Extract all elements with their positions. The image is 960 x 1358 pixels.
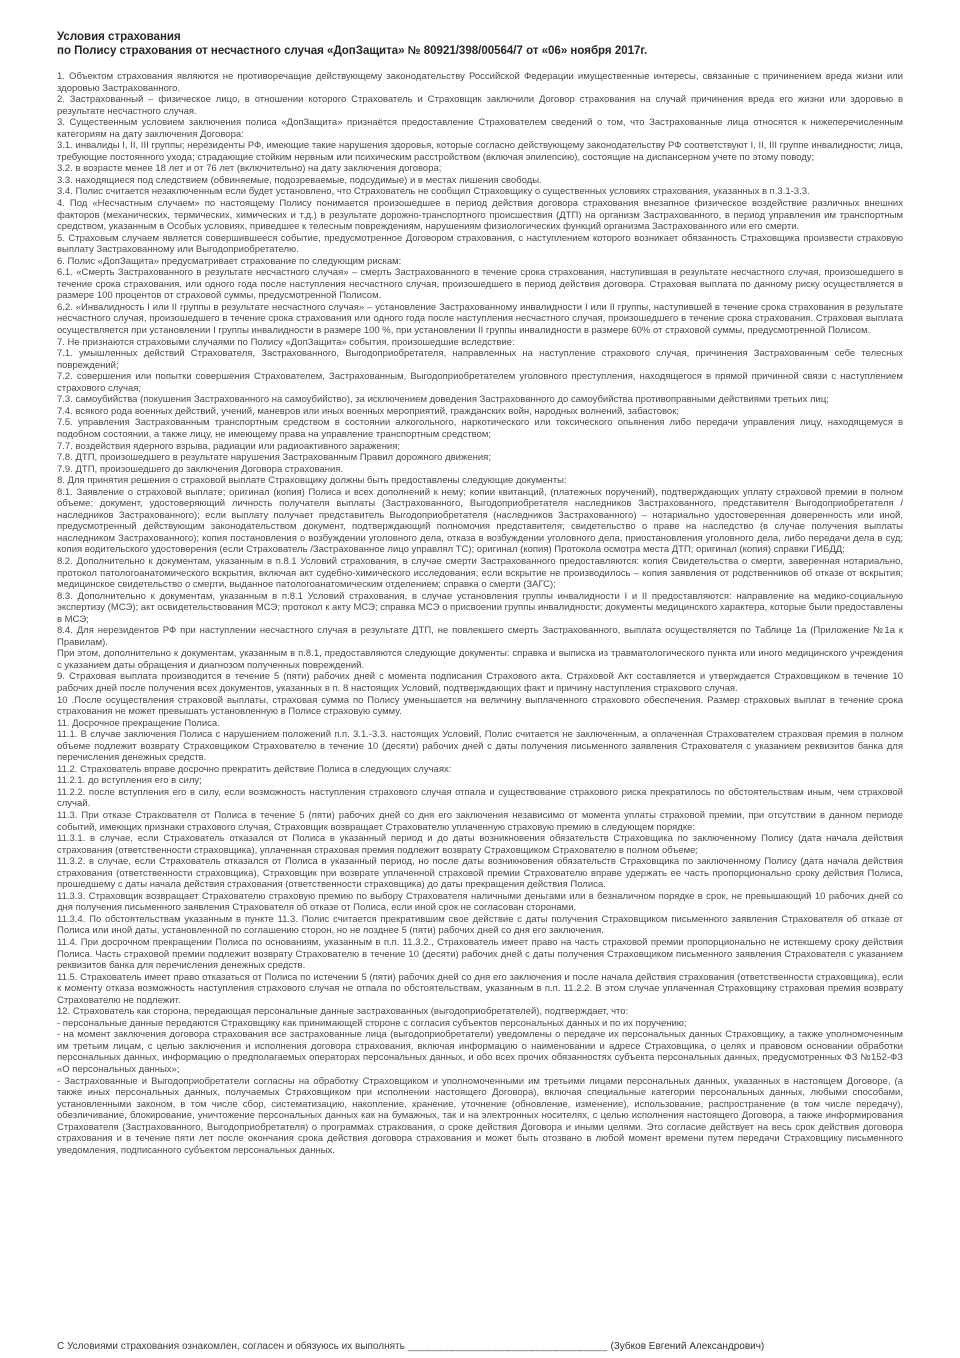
paragraph: 10 .После осуществления страховой выплаты, страховая сумма по Полису уменьшается на величину выплаченного страхового обеспечения. Размер страховых выплат в течение срока страхования не может превышать установленную в Полисе страховую сумму. <box>57 694 903 718</box>
paragraph: 6.2. «Инвалидность I или II группы в результате несчастного случая» – установление Застрахованному инвалидности I или II группы, наступившей в течение срока страхования в результате несчастного случая, произошедшего в течение срока страхования или одного года после наступления несчастного случая, произошедшего в течение срока страхования. Страховая выплата осуществляется при установлении I группы инвалидности в размере 100 %, при установлении II группы инвалидности в размере 60% от страховой суммы, предусмотренной Полисом. <box>57 301 903 337</box>
paragraph: 11.2. Страхователь вправе досрочно прекратить действие Полиса в следующих случаях: <box>57 763 452 775</box>
paragraph: 7. Не признаются страховыми случаями по Полису «ДопЗащита» события, произошедшие вследствие: <box>57 336 515 348</box>
paragraph: 7.2. совершения или попытки совершения Страхователем, Застрахованным, Выгодоприобретателем уголовного преступления, находящегося в прямой причинной связи с наступлением страхового случая; <box>57 371 903 394</box>
signature-blank-line: _________________________________ <box>407 1341 608 1352</box>
paragraph: 8. Для принятия решения о страховой выплате Страховщику должны быть предоставлены следующие документы: <box>57 475 567 487</box>
paragraph: 7.9. ДТП, произошедшего до заключения Договора страхования. <box>57 463 344 475</box>
paragraph: 11. Досрочное прекращение Полиса. <box>57 717 220 729</box>
paragraph: 7.8. ДТП, произошедшего в результате нарушения Застрахованным Правил дорожного движения; <box>57 452 491 464</box>
paragraph: 11.5. Страхователь имеет право отказаться от Полиса по истечении 5 (пяти) рабочих дней со дня его заключения и после начала действия страхования (ответственности страховщика), если к моменту отказа возможность наступления страхового случая не отпала по обстоятельствам, указанным в п.п. 11.2.2. В этом случае уплаченная Страховщику страховая премия возврату Страхователю не подлежит. <box>57 971 903 1006</box>
paragraph: 7.7. воздействия ядерного взрыва, радиации или радиоактивного заражения; <box>57 440 401 452</box>
paragraph: 3.3. находящиеся под следствием (обвиняемые, подозреваемые, подсудимые) и в местах лишения свободы. <box>57 174 542 186</box>
paragraph: - на момент заключения договора страхования все застрахованные лица (выгодоприобретатели) уведомлены о передаче их персональных данных Страховщику, а также уполномоченным им третьим лицам, с целью заключения и исполнения договора страхования, включая информацию о наименовании и адресе Страховщика, о целях и правовом основании обработки персональных данных, информацию о предполагаемых операторах персональных данных, и обо всех прочих обязанностях субъекта персональных данных, предусмотренных ФЗ №152-ФЗ «О персональных данных»; <box>57 1029 903 1076</box>
paragraph: - Застрахованные и Выгодоприобретатели согласны на обработку Страховщиком и уполномоченными им третьими лицами персональных данных, указанных в настоящем Договоре, (а также иных персональных данных, получаемых Страховщиком при исполнении настоящего Договора), включая специальные категории персональных данных, любыми способами, установленными законом, в том числе сбор, систематизацию, накопление, хранение, уточнение (обновление, изменение), использование, распространение (в том числе передачу), обезличивание, блокирование, уничтожение персональных данных как на бумажных, так и на электронных носителях, с целью исполнения настоящего Договора, а также информирования Страхователя (Застрахованного, Выгодоприобретателя) о программах страхования, о сроке действия Договора и иными целями. Это согласие действует на весь срок действия договора страхования и в течение пяти лет после окончания срока действия договора страхования и может быть отозвано в любой момент времени путем передачи Страховщику письменного уведомления, подписанного субъектом персональных данных. <box>57 1075 903 1156</box>
paragraph: При этом, дополнительно к документам, указанным в п.8.1, предоставляются следующие документы: справка и выписка из травматологического пункта или иного медицинского учреждения с указанием даты обращения и диагнозом полученных повреждений. <box>57 648 903 671</box>
paragraph: 11.3. При отказе Страхователя от Полиса в течение 5 (пяти) рабочих дней со дня его заключения независимо от момента уплаты страховой премии, при отсутствии в данном периоде событий, имеющих признаки страхового случая, Страховщик возвращает Страхователю уплаченную страховую премию в следующем порядке: <box>57 810 903 833</box>
paragraph: 11.4. При досрочном прекращении Полиса по основаниям, указанным в п.п. 11.3.2., Страхователь имеет право на часть страховой премии пропорционально не истекшему сроку действия Полиса. Часть страховой премии подлежит возврату Страхователю в течение 10 (десяти) рабочих дней с даты получения Страховщиком письменного заявления Страхователя с указанием реквизитов банка для перечисления денежных средств. <box>57 937 903 972</box>
paragraph: 7.4. всякого рода военных действий, учений, маневров или иных военных мероприятий, гражданских войн, народных волнений, забастовок; <box>57 405 679 417</box>
paragraph: 7.5. управления Застрахованным транспортным средством в состоянии алкогольного, наркотического или токсического опьянения либо передачи управления лицу, находящемуся в подобном состоянии, а также лицу, не имеющему права на управление транспортным средством; <box>57 417 903 440</box>
paragraph: 3.1. инвалиды I, II, III группы; нерезиденты РФ, имеющие такие нарушения здоровья, которые согласно действующему законодательству РФ соответствуют I, II, III группе инвалидности; лица, требующие постоянного ухода; страдающие стойким нервным или психическим расстройством (включая эпилепсию), состоящие на диспансерном учете по этому поводу; <box>57 140 903 163</box>
signature-statement: С Условиями страхования ознакомлен, согласен и обязуюсь их выполнять <box>57 1341 405 1352</box>
signatory-name: (Зубков Евгений Александрович) <box>610 1341 765 1352</box>
document-body <box>57 71 903 1156</box>
paragraph: 3.4. Полис считается незаключенным если будет установлено, что Страхователь не сообщил Страховщику о существенных условиях страхования, указанных в п.3.1-3.3. <box>57 186 810 198</box>
paragraph: 2. Застрахованный – физическое лицо, в отношении которого Страхователь и Страховщик заключили Договор страхования на случай причинения вреда его жизни или здоровью в результате несчастного случая. <box>57 94 903 117</box>
paragraph: 7.1. умышленных действий Страхователя, Застрахованного, Выгодоприобретателя, направленных на наступление страхового случая, причинения Застрахованным себе телесных повреждений; <box>57 348 903 371</box>
paragraph: 8.4. Для нерезидентов РФ при наступлении несчастного случая в результате ДТП, не повлекшего смерть Застрахованного, выплата осуществляется по Таблице 1а (Приложение №1а к Правилам). <box>57 625 903 648</box>
paragraph: 9. Страховая выплата производится в течение 5 (пяти) рабочих дней с момента подписания Страхового акта. Страховой Акт составляется и утверждается Страховщиком в течение 10 рабочих дней после получения всех документов, указанных в п. 8 настоящих Условий, подтверждающих факт и причину наступления страхового случая. <box>57 671 903 694</box>
document-title: Условия страхования <box>57 31 181 43</box>
paragraph: 11.2.2. после вступления его в силу, если возможность наступления страхового случая отпала и существование страхового риска прекратилось по обстоятельствам иным, чем страховой случай. <box>57 786 903 810</box>
paragraph: 11.3.3. Страховщик возвращает Страхователю страховую премию по выбору Страхователя наличными деньгами или в безналичном порядке в срок, не превышающий 10 рабочих дней со дня получения письменного заявления Страхователя об отказе от Полиса, если иной срок не согласован сторонами. <box>57 890 903 914</box>
paragraph: 6. Полис «ДопЗащита» предусматривает страхование по следующим рискам: <box>57 255 402 267</box>
paragraph: 4. Под «Несчастным случаем» по настоящему Полису понимается произошедшее в период действия договора страхования внезапное физическое воздействие различных внешних факторов (механических, термических, химических и т.д.) в результате дорожно-транспортного происшествия (ДТП) на организм Застрахованного, в период управления им транспортным средством, указанным в Особых условиях, приведшее к телесным повреждениям, нарушениям физиологических функций организма Застрахованного или его смерти. <box>57 198 903 233</box>
paragraph: 11.3.4. По обстоятельствам указанным в пункте 11.3. Полис считается прекратившим свое действие с даты получения Страховщиком письменного заявления Страхователя об отказе от Полиса или иной даты, установленной по соглашению сторон, но не позднее 5 (пяти) рабочих дней со дня его заключения. <box>57 913 903 937</box>
paragraph: 8.3. Дополнительно к документам, указанным в п.8.1 Условий страхования, в случае установления группы инвалидности I и II предоставляются: направление на медико-социальную экспертизу (МСЭ); акт освидетельствования МСЭ; протокол к акту МСЭ; справка МСЭ о присвоении группы инвалидности; документы медицинского характера, которые были предоставлены в МСЭ; <box>57 590 903 625</box>
paragraph: 12. Страхователь как сторона, передающая персональные данные застрахованных (выгодоприобретателей), подтверждает, что: <box>57 1006 629 1018</box>
paragraph: 3. Существенным условием заключения полиса «ДопЗащита» признаётся предоставление Страхователем сведений о том, что Застрахованные лица относятся к нижеперечисленным категориям на дату заключения Договора: <box>57 117 903 140</box>
paragraph: 11.3.2. в случае, если Страхователь отказался от Полиса в указанный период, но после даты возникновения обязательств Страховщика по заключенному Полису (дата начала действия страхования (ответственности страховщика), Страховщик при возврате уплаченной страховой премии Страхователю вправе удержать ее часть пропорционально сроку действия Полиса, прошедшему с даты начала действия страхования (ответственности страховщика) до даты прекращения действия Полиса. <box>57 856 903 891</box>
paragraph: 6.1. «Смерть Застрахованного в результате несчастного случая» – смерть Застрахованного в течение срока страхования, наступившая в результате несчастного случая, произошедшего в течение срока страхования, или одного года после наступления несчастного случая, произошедшего в период действия договора. Страховая выплата по данному риску осуществляется в размере 100 процентов от страховой суммы, предусмотренной Полисом. <box>57 267 903 302</box>
signature-row <box>57 1340 903 1353</box>
paragraph: 3.2. в возрасте менее 18 лет и от 76 лет (включительно) на дату заключения договора; <box>57 163 442 175</box>
paragraph: - персональные данные передаются Страховщику как принимающей стороне с согласия субъектов персональных данных и по их поручению; <box>57 1017 687 1029</box>
paragraph: 8.1. Заявление о страховой выплате; оригинал (копия) Полиса и всех дополнений к нему; копии квитанций, (платежных поручений), подтверждающих уплату страховой премии в полном объеме; документ, удостоверяющий личность получателя выплаты (Застрахованного, Выгодоприобретателя наследников Застрахованного, представителя Выгодоприобретателя / наследников Застрахованного); если выплату получает представитель Выгодоприобретателя (наследников Застрахованного) – нотариально удостоверенная доверенность или иной, предусмотренный действующим законодательством документ, подтверждающий полномочия представителя; свидетельство о праве на наследство (в случае получения выплаты наследником Застрахованного); копия постановления о возбуждении уголовного дела, отказа в возбуждении уголовного дела, приостановления уголовного дела, либо передачи дела в суд; копия водительского удостоверения (если Страхователь /Застрахованное лицо управлял ТС); оригинал (копия) Протокола осмотра места ДТП; оригинал (копия) справки ГИБДД; <box>57 486 903 556</box>
paragraph: 5. Страховым случаем является совершившееся событие, предусмотренное Договором страхования, с наступлением которого возникает обязанность Страховщика произвести страховую выплату Застрахованному или Выгодоприобретателю. <box>57 232 903 256</box>
document-subtitle: по Полису страхования от несчастного случая «ДопЗащита» № 80921/398/00564/7 от «06» ноября 2017г. <box>57 45 648 57</box>
paragraph: 1. Объектом страхования являются не противоречащие действующему законодательству Российской Федерации имущественные интересы, связанные с причинением вреда жизни или здоровью Застрахованного. <box>57 71 903 94</box>
paragraph: 8.2. Дополнительно к документам, указанным в п.8.1 Условий страхования, в случае смерти Застрахованного предоставляются: копия Свидетельства о смерти, заверенная нотариально, протокол патологоанатомического вскрытия, включая акт судебно-химического исследования; если вскрытие не производилось – копия заявления от родственников об отказе от вскрытия; медицинское свидетельство о смерти, выданное патологоанатомическим отделением; справка о смерти (ЗАГС); <box>57 555 903 591</box>
paragraph: 7.3. самоубийства (покушения Застрахованного на самоубийство), за исключением доведения Застрахованного до самоубийства противоправными действиями третьих лиц; <box>57 394 829 406</box>
paragraph: 11.3.1. в случае, если Страхователь отказался от Полиса в указанный период и до даты возникновения обязательств Страховщика по заключенному Полису (дата начала действия страхования (ответственности страховщика), уплаченная страховая премия подлежит возврату Страховщиком Страхователю в полном объеме; <box>57 833 903 856</box>
paragraph: 11.1. В случае заключения Полиса с нарушением положений п.п. 3.1.-3.3. настоящих Условий, Полис считается не заключенным, а оплаченная Страхователем страховая премия в полном объеме подлежит возврату Страховщиком Страхователю в течение 10 (десяти) рабочих дней с даты получения письменного заявления Страхователя с указанием реквизитов банка для перечисления денежных средств. <box>57 729 903 764</box>
paragraph: 11.2.1. до вступления его в силу; <box>57 775 202 787</box>
